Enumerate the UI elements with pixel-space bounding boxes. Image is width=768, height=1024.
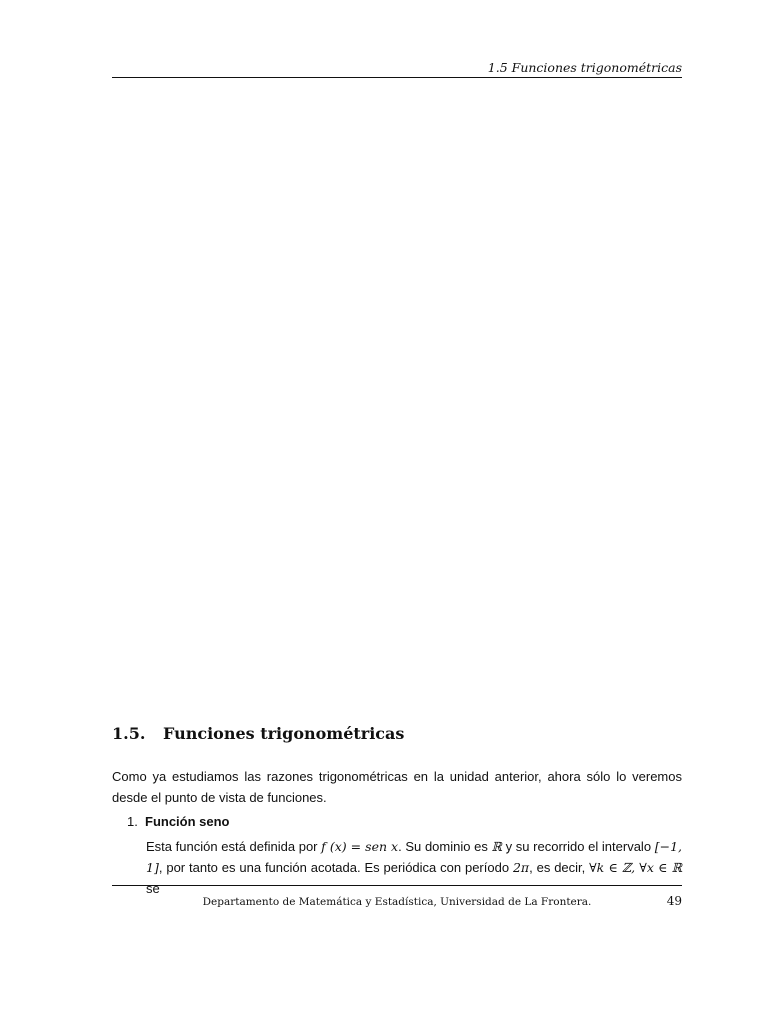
section-title: Funciones trigonométricas (163, 724, 405, 743)
list-item-heading: Función seno (145, 814, 230, 829)
body-text-segment: , es decir, (529, 860, 590, 875)
list-item-marker: 1. (127, 814, 138, 829)
footer-rule (112, 885, 682, 886)
page-number: 49 (666, 894, 682, 908)
footer-institution: Departamento de Matemática y Estadística, Universidad de La Frontera. (202, 896, 592, 908)
body-text-segment: Esta función está definida por (146, 839, 322, 854)
body-text-segment: . Su dominio es (398, 839, 492, 854)
body-text-segment: por tanto es una función acotada. Es periódica con período (166, 860, 513, 875)
header-rule (112, 77, 682, 78)
math-interval: [−1, 1] (146, 839, 683, 875)
body-text-segment: y su recorrido el intervalo (501, 839, 655, 854)
page-header (112, 60, 682, 80)
running-head: 1.5 Funciones trigonométricas (487, 60, 682, 75)
math-period: 2π (512, 860, 530, 875)
list-item-title (127, 812, 230, 832)
section-number: 1.5. (112, 724, 146, 743)
body-text-segment: se (146, 881, 160, 896)
body-text-segment: , (158, 860, 163, 875)
intro-paragraph: Como ya estudiamos las razones trigonométricas en la unidad anterior, ahora sólo lo veremos desde el punto de vista de funciones. (112, 769, 682, 805)
math-domain: ℝ (491, 839, 502, 854)
math-function-definition: f (x) = sen x (321, 839, 399, 854)
page-footer (112, 885, 682, 915)
math-quantifiers: ∀k ∈ ℤ, ∀x ∈ ℝ (589, 860, 682, 875)
section-heading (112, 723, 404, 745)
